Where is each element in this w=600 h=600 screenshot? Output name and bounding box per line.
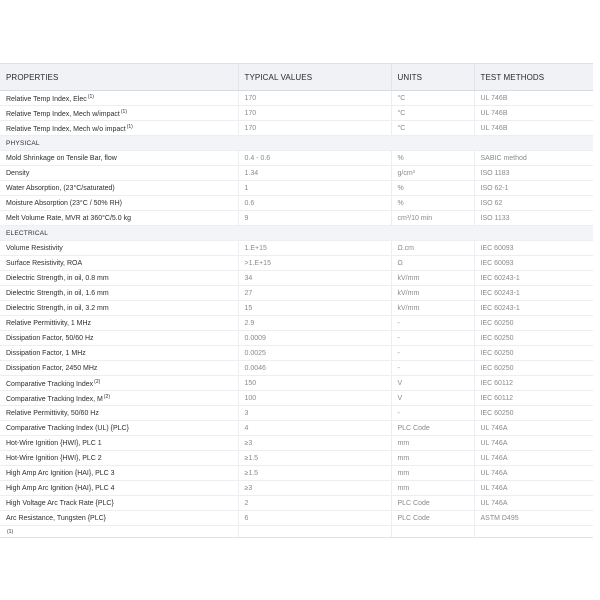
property-cell [0,391,238,406]
unit-cell [391,526,474,539]
unit-cell: mm [391,481,474,496]
typical-value-cell: 0.0025 [238,346,391,361]
header-units: UNITS [391,64,474,91]
table-row [0,511,593,526]
property-name: Hot-Wire Ignition {HWI}, PLC 1 [6,439,102,447]
property-cell [0,106,238,121]
property-name: Surface Resistivity, ROA [6,259,83,267]
test-method-cell: ISO 1183 [474,166,593,181]
property-name: High Voltage Arc Track Rate {PLC} [6,499,114,507]
typical-value-cell: 170 [238,106,391,121]
section-label: PHYSICAL [0,136,593,151]
unit-cell: PLC Code [391,511,474,526]
table-row [0,91,593,106]
typical-value-cell: 2.9 [238,316,391,331]
table-row [0,166,593,181]
unit-cell: kV/mm [391,286,474,301]
footnote-ref: (2) [94,378,101,385]
test-method-cell: UL 746A [474,496,593,511]
property-cell [0,331,238,346]
properties-table-container [0,63,593,538]
table-row [0,106,593,121]
property-cell [0,421,238,436]
property-cell [0,121,238,136]
property-name: Mold Shrinkage on Tensile Bar, flow [6,154,117,162]
property-cell [0,361,238,376]
section-label: ELECTRICAL [0,226,593,241]
unit-cell: - [391,331,474,346]
test-method-cell: IEC 60112 [474,376,593,391]
table-row [0,211,593,226]
footnote-ref: (1) [87,93,94,100]
property-name: Relative Temp Index, Elec [6,95,87,103]
test-method-cell: IEC 60243-1 [474,301,593,316]
typical-value-cell: 6 [238,511,391,526]
table-header-row [0,64,593,91]
property-cell [0,256,238,271]
test-method-cell: IEC 60250 [474,406,593,421]
footnote-ref: (2) [103,393,110,400]
property-name: Comparative Tracking Index (UL) {PLC} [6,424,129,432]
property-name: Melt Volume Rate, MVR at 360°C/5.0 kg [6,214,131,222]
typical-value-cell: ≥1.5 [238,451,391,466]
typical-value-cell: 150 [238,376,391,391]
section-row [0,136,593,151]
test-method-cell: IEC 60112 [474,391,593,406]
table-row [0,346,593,361]
test-method-cell: UL 746B [474,121,593,136]
typical-value-cell: 0.0009 [238,331,391,346]
unit-cell: V [391,391,474,406]
header-typical-values: TYPICAL VALUES [238,64,391,91]
property-cell [0,436,238,451]
test-method-cell: IEC 60250 [474,346,593,361]
test-method-cell: IEC 60093 [474,241,593,256]
test-method-cell: UL 746A [474,481,593,496]
property-name: Volume Resistivity [6,244,63,252]
table-row [0,301,593,316]
typical-value-cell: 0.4 - 0.6 [238,151,391,166]
table-row [0,241,593,256]
typical-value-cell: 0.6 [238,196,391,211]
test-method-cell: ISO 62 [474,196,593,211]
property-cell [0,166,238,181]
test-method-cell: IEC 60243-1 [474,271,593,286]
unit-cell: - [391,346,474,361]
typical-value-cell: 1.E+15 [238,241,391,256]
test-method-cell: ASTM D495 [474,511,593,526]
section-row [0,226,593,241]
property-name: Relative Temp Index, Mech w/o impact [6,125,126,133]
typical-value-cell: 34 [238,271,391,286]
property-cell [0,511,238,526]
unit-cell: % [391,181,474,196]
unit-cell: - [391,316,474,331]
property-name: Density [6,169,30,177]
typical-value-cell: 27 [238,286,391,301]
table-row [0,286,593,301]
test-method-cell: UL 746B [474,91,593,106]
test-method-cell: IEC 60093 [474,256,593,271]
table-row [0,451,593,466]
test-method-cell: IEC 60250 [474,316,593,331]
test-method-cell: IEC 60243-1 [474,286,593,301]
property-name: Hot-Wire Ignition {HWI}, PLC 2 [6,454,102,462]
property-name: Comparative Tracking Index [6,380,94,388]
test-method-cell: ISO 1133 [474,211,593,226]
typical-value-cell: 0.0046 [238,361,391,376]
typical-value-cell: 2 [238,496,391,511]
property-name: Arc Resistance, Tungsten {PLC} [6,514,106,522]
table-row [0,496,593,511]
table-row [0,466,593,481]
property-cell [0,211,238,226]
property-cell [0,346,238,361]
typical-value-cell: 170 [238,121,391,136]
table-row [0,121,593,136]
property-cell [0,271,238,286]
typical-value-cell: ≥3 [238,436,391,451]
table-row [0,196,593,211]
table-row [0,526,593,539]
property-name: Dissipation Factor, 50/60 Hz [6,334,94,342]
property-name: Dissipation Factor, 1 MHz [6,349,86,357]
property-cell [0,91,238,106]
footnote-ref: (1) [7,528,14,535]
unit-cell: PLC Code [391,421,474,436]
property-name: Dielectric Strength, in oil, 1.6 mm [6,289,109,297]
test-method-cell: IEC 60250 [474,331,593,346]
table-row [0,421,593,436]
unit-cell: - [391,406,474,421]
typical-value-cell: 3 [238,406,391,421]
test-method-cell: SABIC method [474,151,593,166]
header-test-methods: TEST METHODS [474,64,593,91]
property-cell [0,526,238,539]
typical-value-cell: 4 [238,421,391,436]
typical-value-cell: 1.34 [238,166,391,181]
unit-cell: cm³/10 min [391,211,474,226]
unit-cell: V [391,376,474,391]
property-cell [0,286,238,301]
footnote-ref: (1) [126,123,133,130]
property-name: Water Absorption, (23°C/saturated) [6,184,115,192]
property-cell [0,451,238,466]
table-row [0,436,593,451]
test-method-cell: IEC 60250 [474,361,593,376]
property-cell [0,376,238,391]
table-row [0,331,593,346]
footnote-ref: (1) [120,108,127,115]
property-name: Dielectric Strength, in oil, 3.2 mm [6,304,109,312]
property-name: Dielectric Strength, in oil, 0.8 mm [6,274,109,282]
test-method-cell: UL 746A [474,436,593,451]
typical-value-cell: ≥3 [238,481,391,496]
typical-value-cell: 15 [238,301,391,316]
properties-table [0,63,593,538]
unit-cell: g/cm³ [391,166,474,181]
unit-cell: PLC Code [391,496,474,511]
table-row [0,256,593,271]
unit-cell: °C [391,121,474,136]
property-cell [0,466,238,481]
unit-cell: % [391,196,474,211]
property-cell [0,196,238,211]
table-row [0,181,593,196]
property-cell [0,496,238,511]
test-method-cell: UL 746A [474,451,593,466]
unit-cell: mm [391,436,474,451]
unit-cell: mm [391,451,474,466]
property-name: High Amp Arc Ignition {HAI}, PLC 3 [6,469,115,477]
property-cell [0,301,238,316]
property-name: Relative Permittivity, 50/60 Hz [6,409,99,417]
test-method-cell: ISO 62-1 [474,181,593,196]
table-row [0,391,593,406]
unit-cell: - [391,361,474,376]
property-name: Moisture Absorption (23°C / 50% RH) [6,199,123,207]
unit-cell: Ω.cm [391,241,474,256]
typical-value-cell: 100 [238,391,391,406]
table-body [0,91,593,539]
test-method-cell: UL 746B [474,106,593,121]
table-row [0,481,593,496]
unit-cell: Ω [391,256,474,271]
property-cell [0,241,238,256]
header-properties: PROPERTIES [0,64,238,91]
typical-value-cell: >1.E+15 [238,256,391,271]
typical-value-cell: 170 [238,91,391,106]
typical-value-cell: 1 [238,181,391,196]
table-row [0,376,593,391]
property-cell [0,151,238,166]
property-cell [0,406,238,421]
unit-cell: % [391,151,474,166]
typical-value-cell: ≥1.5 [238,466,391,481]
unit-cell: mm [391,466,474,481]
table-row [0,406,593,421]
table-row [0,271,593,286]
table-row [0,316,593,331]
typical-value-cell [238,526,391,539]
property-cell [0,481,238,496]
property-cell [0,181,238,196]
property-name: High Amp Arc Ignition {HAI}, PLC 4 [6,484,115,492]
property-cell [0,316,238,331]
unit-cell: °C [391,106,474,121]
table-row [0,361,593,376]
property-name: Relative Permittivity, 1 MHz [6,319,92,327]
test-method-cell [474,526,593,539]
unit-cell: kV/mm [391,271,474,286]
property-name: Dissipation Factor, 2450 MHz [6,364,98,372]
unit-cell: °C [391,91,474,106]
test-method-cell: UL 746A [474,421,593,436]
property-name: Relative Temp Index, Mech w/impact [6,110,120,118]
typical-value-cell: 9 [238,211,391,226]
property-name: Comparative Tracking Index, M [6,395,103,403]
unit-cell: kV/mm [391,301,474,316]
test-method-cell: UL 746A [474,466,593,481]
table-row [0,151,593,166]
